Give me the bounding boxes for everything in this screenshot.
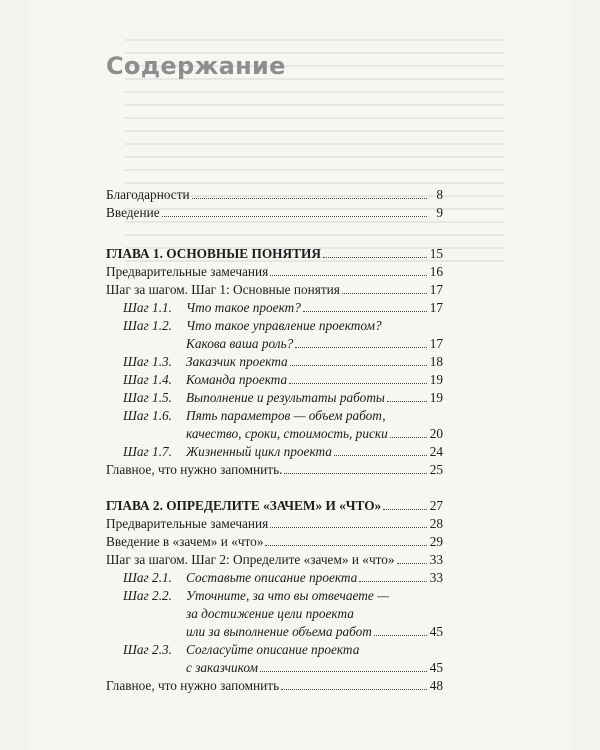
toc-step[interactable] — [106, 353, 443, 371]
toc-entry-label: Согласуйте описание проекта — [186, 642, 360, 657]
dot-leader — [289, 372, 427, 384]
dot-leader — [270, 264, 427, 276]
toc-step-number: Шаг 1.3. — [123, 354, 172, 369]
toc-entry-label: Какова ваша роль? — [186, 336, 294, 351]
toc-page-number: 19 — [429, 372, 443, 387]
toc-chapter-title[interactable] — [106, 245, 443, 263]
toc-entry[interactable] — [106, 677, 443, 695]
toc-entry-label: Что такое управление проектом? — [186, 318, 382, 333]
toc-entry-label: с заказчиком — [186, 660, 258, 675]
dot-leader — [295, 336, 427, 348]
dot-leader — [397, 552, 427, 564]
toc-entry-label: Что такое проект? — [186, 300, 301, 315]
dot-leader — [162, 205, 427, 217]
toc-entry-label: ГЛАВА 2. ОПРЕДЕЛИТЕ «ЗАЧЕМ» И «ЧТО» — [106, 498, 382, 513]
toc-entry-label: Команда проекта — [186, 372, 288, 387]
toc-step[interactable] — [106, 587, 443, 605]
page-title: Содержание — [106, 52, 286, 80]
toc-step[interactable] — [106, 317, 443, 335]
toc-entry-label: Выполнение и результаты работы — [186, 390, 385, 405]
dot-leader — [284, 462, 427, 474]
toc-entry-label: Шаг за шагом. Шаг 2: Определите «зачем» и «что» — [106, 552, 395, 567]
dot-leader — [260, 660, 427, 672]
toc-step[interactable] — [106, 407, 443, 425]
toc-step-continuation[interactable] — [106, 335, 443, 353]
toc-page-number: 8 — [436, 187, 443, 202]
toc-step-continuation[interactable] — [106, 605, 443, 623]
toc-page-number: 45 — [429, 624, 443, 639]
dot-leader — [290, 354, 427, 366]
toc-chapter-1 — [106, 245, 443, 479]
toc-chapter-title[interactable] — [106, 497, 443, 515]
dot-leader — [374, 624, 427, 636]
toc-entry-label: Заказчик проекта — [186, 354, 288, 369]
toc-step-number: Шаг 1.1. — [123, 300, 172, 315]
toc-entry-label: Главное, что нужно запомнить — [106, 678, 280, 693]
toc-step-number: Шаг 1.7. — [123, 444, 172, 459]
toc-page-number: 9 — [436, 205, 443, 220]
dot-leader — [270, 516, 427, 528]
toc-step-continuation[interactable] — [106, 425, 443, 443]
toc-step-continuation[interactable] — [106, 623, 443, 641]
toc-entry[interactable] — [106, 263, 443, 281]
toc-page-number: 19 — [429, 390, 443, 405]
toc-page-number: 16 — [429, 264, 443, 279]
toc-page-number: 33 — [429, 570, 443, 585]
toc-entry[interactable] — [106, 186, 443, 204]
dot-leader — [192, 187, 427, 199]
toc-entry-label: Благодарности — [106, 187, 190, 202]
toc-page-number: 48 — [429, 678, 443, 693]
dot-leader — [323, 246, 427, 258]
toc-entry-label: Жизненный цикл проекта — [186, 444, 332, 459]
toc-front — [106, 186, 443, 222]
toc-entry[interactable] — [106, 551, 443, 569]
toc-entry-label: ГЛАВА 1. ОСНОВНЫЕ ПОНЯТИЯ — [106, 246, 321, 261]
dot-leader — [334, 444, 427, 456]
dot-leader — [387, 390, 427, 402]
toc-entry-label: Введение — [106, 205, 160, 220]
toc-step-continuation[interactable] — [106, 659, 443, 677]
dot-leader — [342, 282, 427, 294]
toc-page-number: 25 — [429, 462, 443, 477]
toc-page-number: 18 — [429, 354, 443, 369]
toc-step[interactable] — [106, 389, 443, 407]
dot-leader — [390, 426, 427, 438]
toc-chapter-2 — [106, 497, 443, 695]
toc-page-number: 24 — [429, 444, 443, 459]
toc-step-number: Шаг 2.2. — [123, 588, 172, 603]
toc-step-number: Шаг 1.4. — [123, 372, 172, 387]
dot-leader — [359, 570, 427, 582]
toc-entry-label: Главное, что нужно запомнить. — [106, 462, 283, 477]
toc-entry[interactable] — [106, 281, 443, 299]
toc-entry[interactable] — [106, 533, 443, 551]
toc-page-number: 29 — [429, 534, 443, 549]
toc-page-number: 17 — [429, 282, 443, 297]
toc-entry-label: Уточните, за что вы отвечаете — — [186, 588, 389, 603]
dot-leader — [383, 498, 427, 510]
dot-leader — [281, 678, 427, 690]
toc-page-number: 15 — [429, 246, 443, 261]
toc-step[interactable] — [106, 371, 443, 389]
toc-entry[interactable] — [106, 461, 443, 479]
toc-page-number: 45 — [429, 660, 443, 675]
toc-step-number: Шаг 1.6. — [123, 408, 172, 423]
toc-entry-label: Пять параметров — объем работ, — [186, 408, 386, 423]
toc-page-number: 33 — [429, 552, 443, 567]
toc-page-number: 28 — [429, 516, 443, 531]
toc-page-number: 17 — [429, 300, 443, 315]
toc-entry-label: Предварительные замечания — [106, 516, 269, 531]
toc-entry-label: Предварительные замечания — [106, 264, 269, 279]
toc-entry-label: Составьте описание проекта — [186, 570, 358, 585]
toc-step-number: Шаг 2.3. — [123, 642, 172, 657]
toc-step[interactable] — [106, 569, 443, 587]
toc-step-number: Шаг 2.1. — [123, 570, 172, 585]
toc-entry-label: за достижение цели проекта — [186, 606, 354, 621]
toc-page-number: 20 — [429, 426, 443, 441]
dot-leader — [265, 534, 427, 546]
toc-step-number: Шаг 1.5. — [123, 390, 172, 405]
toc-page-number: 17 — [429, 336, 443, 351]
toc-entry[interactable] — [106, 515, 443, 533]
toc-entry-label: Введение в «зачем» и «что» — [106, 534, 264, 549]
toc-step[interactable] — [106, 299, 443, 317]
toc-step[interactable] — [106, 641, 443, 659]
toc-entry[interactable] — [106, 204, 443, 222]
toc-entry-label: качество, сроки, стоимость, риски — [186, 426, 388, 441]
toc-step-number: Шаг 1.2. — [123, 318, 172, 333]
toc-step[interactable] — [106, 443, 443, 461]
toc-entry-label: Шаг за шагом. Шаг 1: Основные понятия — [106, 282, 340, 297]
toc-page-number: 27 — [429, 498, 443, 513]
toc-entry-label: или за выполнение объема работ — [186, 624, 372, 639]
dot-leader — [303, 300, 427, 312]
